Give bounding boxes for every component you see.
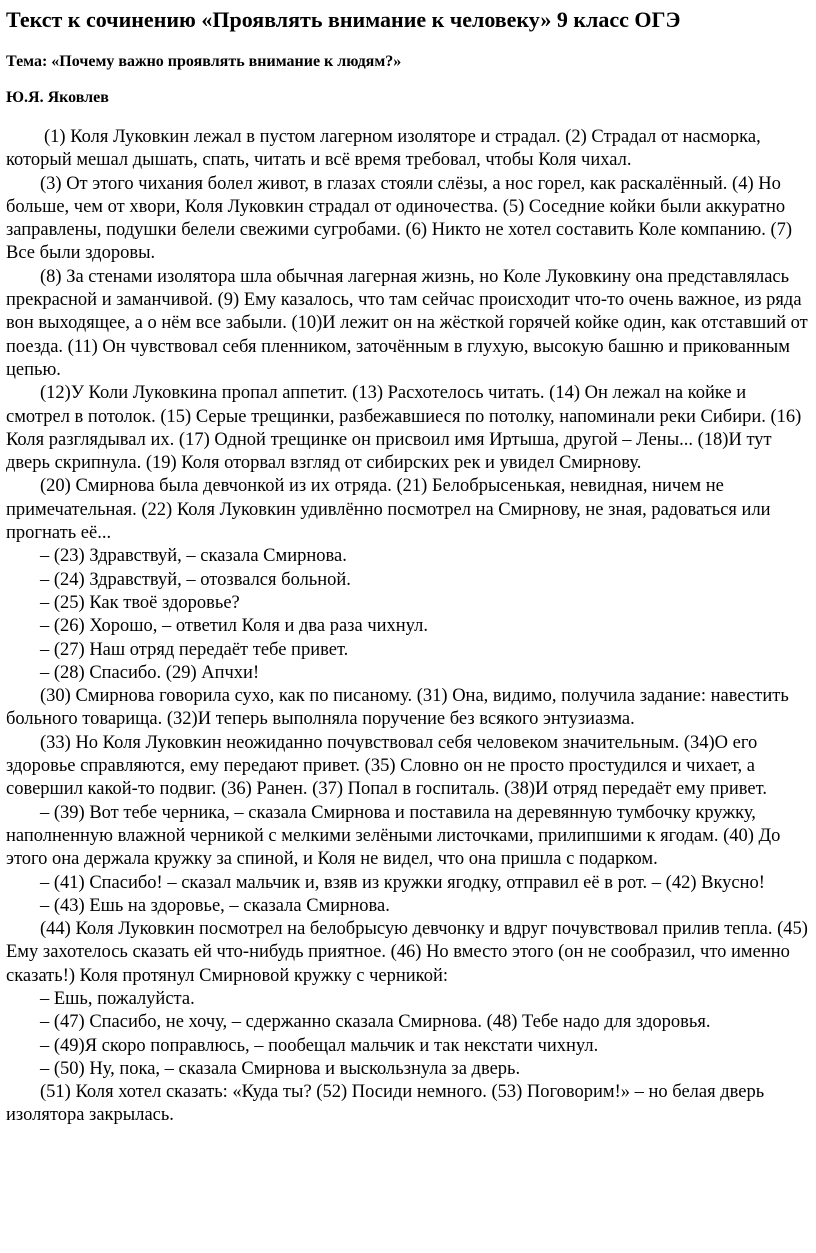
dialogue-line: – (49)Я скоро поправлюсь, – пообещал мальчик и так некстати чихнул. xyxy=(40,1035,599,1056)
dialogue-line: – (28) Спасибо. (29) Апчхи! xyxy=(40,662,260,683)
paragraph: (8) За стенами изолятора шла обычная лагерная жизнь, но Коле Луковкину она представлялась прекрасной и заманчивой. (9) Ему казалось, что там сейчас происходит что-то очень важное, из ряда вон выходящее, а о нём все забыли. (10)И лежит он на жёсткой горячей койке один, как отставший от поезда. (11) Он чувствовал себя пленником, заточённым в глухую, высокую башню и прикованным цепью. xyxy=(6,266,808,380)
paragraph: (44) Коля Луковкин посмотрел на белобрысую девчонку и вдруг почувствовал прилив тепла. (45) Ему захотелось сказать ей что-нибудь приятное. (46) Но вместо этого (он не сообразил, что именно сказать!) Коля протянул Смирновой кружку с черникой: xyxy=(6,919,808,986)
dialogue-line: – (23) Здравствуй, – сказала Смирнова. xyxy=(40,546,347,567)
document-title: Текст к сочинению «Проявлять внимание к человеку» 9 класс ОГЭ xyxy=(6,7,681,32)
author-name: Ю.Я. Яковлев xyxy=(6,89,109,106)
dialogue-line: – (25) Как твоё здоровье? xyxy=(40,592,240,613)
paragraph: (20) Смирнова была девчонкой из их отряда. (21) Белобрысенькая, невидная, ничем не примечательная. (22) Коля Луковкин удивлённо посмотрел на Смирнову, не зная, радоваться или прогнать её... xyxy=(6,476,771,544)
dialogue-line: – (39) Вот тебе черника, – сказала Смирнова и поставила на деревянную тумбочку кружку, наполненную влажной черникой с мелкими зелёными листочками, прилипшими к ягодам. (40) До этого она держала кружку за спиной, и Коля не видел, что она пришла с подарком. xyxy=(6,802,781,870)
dialogue-line: – (26) Хорошо, – ответил Коля и два раза чихнул. xyxy=(40,616,428,637)
dialogue-line: – Ешь, пожалуйста. xyxy=(40,988,195,1009)
dialogue-line: – (24) Здравствуй, – отозвался больной. xyxy=(40,569,351,590)
paragraph: (12)У Коли Луковкина пропал аппетит. (13) Расхотелось читать. (14) Он лежал на койке и смотрел в потолок. (15) Серые трещинки, разбежавшиеся по потолку, напоминали реки Сибири. (16) Коля разглядывал их. (17) Одной трещинке он присвоил имя Иртыша, другой – Лены... (18)И тут дверь скрипнула. (19) Коля оторвал взгляд от сибирских рек и увидел Смирнову. xyxy=(6,383,802,474)
dialogue-line: – (50) Ну, пока, – сказала Смирнова и выскользнула за дверь. xyxy=(40,1058,521,1079)
paragraph: (30) Смирнова говорила сухо, как по писаному. (31) Она, видимо, получила задание: навестить больного товарища. (32)И теперь выполняла поручение без всякого энтузиазма. xyxy=(6,686,789,730)
dialogue-line: – (47) Спасибо, не хочу, – сдержанно сказала Смирнова. (48) Тебе надо для здоровья. xyxy=(40,1012,711,1033)
paragraph: (51) Коля хотел сказать: «Куда ты? (52) Посиди немного. (53) Поговорим!» – но белая дверь изолятора закрылась. xyxy=(6,1082,765,1126)
paragraph: (3) От этого чихания болел живот, в глазах стояли слёзы, а нос горел, как раскалённый. (4) Но больше, чем от хвори, Коля Луковкин страдал от одиночества. (5) Соседние койки были аккуратно заправлены, подушки белели свежими сугробами. (6) Никто не хотел составить Коле компанию. (7) Все были здоровы. xyxy=(6,173,793,264)
essay-topic: Тема: «Почему важно проявлять внимание к людям?» xyxy=(6,53,402,70)
story-text xyxy=(6,126,810,1128)
paragraph: (33) Но Коля Луковкин неожиданно почувствовал себя человеком значительным. (34)О его здоровье справляются, ему передают привет. (35) Словно он не просто простудился и чихает, а совершил какой-то подвиг. (36) Ранен. (37) Попал в госпиталь. (38)И отряд передаёт ему привет. xyxy=(6,732,767,800)
dialogue-line: – (43) Ешь на здоровье, – сказала Смирнова. xyxy=(40,895,390,916)
dialogue-line: – (41) Спасибо! – сказал мальчик и, взяв из кружки ягодку, отправил её в рот. – (42) Вкусно! xyxy=(40,872,765,893)
dialogue-line: – (27) Наш отряд передаёт тебе привет. xyxy=(40,639,349,660)
paragraph: (1) Коля Луковкин лежал в пустом лагерном изоляторе и страдал. (2) Страдал от насморка, который мешал дышать, спать, читать и всё время требовал, чтобы Коля чихал. xyxy=(6,127,761,171)
